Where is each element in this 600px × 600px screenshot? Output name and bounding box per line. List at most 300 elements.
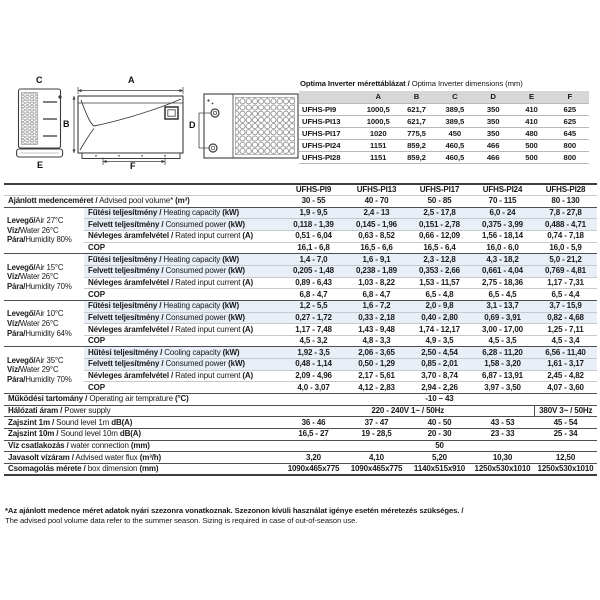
dim-model-cell: UFHS-PI17 (299, 127, 359, 139)
spec-data-row (4, 265, 597, 277)
spec-value-cell: 2,17 - 5,61 (345, 370, 408, 382)
spec-property-label (84, 335, 282, 347)
spec-value-cell: 1140x515x910 (408, 463, 471, 475)
spec-label-hu: Névleges áramfelvétel / (88, 277, 174, 287)
spec-value-cell: 2,3 - 12,8 (408, 254, 471, 266)
group-condition-line: Levegő/Air 27°C (7, 215, 64, 225)
dim-value-cell: 450 (436, 127, 474, 139)
spec-value-cell: 0,51 - 6,04 (282, 231, 345, 243)
spec-value-cell: 6,56 - 11,40 (534, 347, 597, 359)
dim-value-cell: 500 (512, 151, 550, 163)
spec-property-label: Hálózati áram / Power supply (4, 405, 282, 417)
group-condition-hu: Levegő/ (7, 309, 36, 319)
spec-value-cell: 4,5 - 3,4 (534, 335, 597, 347)
spec-data-row (4, 312, 597, 324)
spec-value-cell: 2,50 - 4,54 (408, 347, 471, 359)
spec-data-row (4, 347, 597, 359)
spec-value-cell: 1090x465x775 (345, 463, 408, 475)
spec-value-cell: 5,0 - 21,2 (534, 254, 597, 266)
dim-value-cell: 800 (551, 151, 589, 163)
spec-label-hu: Felvett teljesítmény / (88, 219, 164, 229)
dim-value-cell: 410 (512, 115, 550, 127)
spec-property-label: Hűtési teljesítmény / Cooling capacity (kW) (84, 347, 282, 359)
dimensions-title-hu: Optima Inverter mérettáblázat / (300, 79, 410, 88)
spec-label-hu: COP (88, 336, 105, 346)
spec-property-label: Fűtési teljesítmény / Heating capacity (kW) (84, 207, 282, 219)
dim-label-a: A (128, 75, 135, 85)
spec-pool-value: 70 - 115 (471, 196, 534, 208)
spec-value-cell: 1,9 - 9,5 (282, 207, 345, 219)
spec-label-unit: (kW) (222, 208, 239, 218)
spec-label-unit: (A) (242, 231, 254, 241)
dim-value-cell: 466 (474, 151, 512, 163)
spec-span-value: 50 (282, 440, 597, 452)
spec-group-condition (4, 300, 84, 347)
spec-value-cell: 0,151 - 2,78 (408, 219, 471, 231)
footnote-hu: *Az ajánlott medence méret adatok nyári szezonra vonatkoznak. Szezonon kívüli használat igénye esetén méretezés szükséges. / (5, 506, 464, 515)
spec-value-cell: 0,89 - 6,43 (282, 277, 345, 289)
dimensions-table (299, 91, 589, 164)
spec-value-cell: 1,17 - 7,31 (534, 277, 597, 289)
dim-value-cell: 1151 (359, 139, 397, 151)
dimensions-title-en: Optima Inverter dimensions (mm) (411, 79, 523, 88)
spec-value-cell: 0,661 - 4,04 (471, 265, 534, 277)
spec-label-hu: Névleges áramfelvétel / (88, 371, 174, 381)
spec-property-label: Zajszint 10m / Sound level 10m dB(A) (4, 428, 282, 440)
spec-label-hu: Zajszint 10m / (8, 429, 59, 439)
spec-value-cell: 45 - 54 (534, 417, 597, 429)
group-condition-line: Levegő/Air 35°C (7, 355, 64, 365)
spec-value-cell: 4,10 (345, 452, 408, 464)
spec-label-hu: Víz csatlakozás / (8, 440, 69, 450)
spec-bottom-row (4, 428, 597, 440)
spec-value-cell: 3,97 - 3,50 (471, 382, 534, 394)
spec-label-unit: (kW) (228, 359, 245, 369)
spec-model-header: UFHS-PI28 (545, 185, 586, 195)
front-view-drawing (64, 86, 190, 170)
spec-value-cell: 4,9 - 3,5 (408, 335, 471, 347)
group-condition-line: Víz/Water 29°C (7, 365, 59, 375)
spec-value-cell: 6,5 - 4,5 (471, 289, 534, 301)
dim-value-cell: 460,5 (436, 139, 474, 151)
spec-label-unit: (m³) (175, 196, 190, 206)
spec-value-cell: 6,28 - 11,20 (471, 347, 534, 359)
spec-label-unit: (mm) (130, 440, 150, 450)
spec-label-unit: (A) (242, 277, 254, 287)
dim-model-cell: UFHS-PI13 (299, 115, 359, 127)
spec-value-cell: 2,45 - 4,82 (534, 370, 597, 382)
spec-value-cell: 2,75 - 18,36 (471, 277, 534, 289)
dim-table-row (299, 103, 589, 115)
spec-group-condition (4, 207, 84, 254)
spec-value-cell: 3,1 - 13,7 (471, 300, 534, 312)
spec-label-unit: (kW) (228, 312, 245, 322)
spec-data-row (4, 382, 597, 394)
dim-value-cell: 350 (474, 115, 512, 127)
dim-column-header: E (512, 91, 550, 103)
spec-value-cell: 1,61 - 3,17 (534, 359, 597, 371)
spec-label-unit: (m³/h) (139, 452, 162, 462)
group-condition-line: Víz/Water 26°C (7, 318, 59, 328)
spec-value-cell: 16,0 - 6,0 (471, 242, 534, 254)
dim-table-row (299, 139, 589, 151)
spec-label-hu: Névleges áramfelvétel / (88, 324, 174, 334)
spec-label-hu: Névleges áramfelvétel / (88, 231, 174, 241)
group-condition-line: Pára/Humidity 70% (7, 375, 72, 385)
spec-value-cell: 0,33 - 2,18 (345, 312, 408, 324)
spec-bottom-row (4, 417, 597, 429)
spec-value-cell: 1,17 - 7,48 (282, 324, 345, 336)
spec-label-hu: Felvett teljesítmény / (88, 266, 164, 276)
spec-label-hu: Ajánlott medenceméret / (8, 196, 98, 206)
spec-pool-value: 30 - 55 (282, 196, 345, 208)
spec-pool-label: Ajánlott medenceméret / Advised pool volume* (m³) (4, 196, 282, 208)
spec-value-cell: 0,66 - 12,09 (408, 231, 471, 243)
dim-value-cell: 859,2 (397, 151, 435, 163)
spec-value-cell: 36 - 46 (282, 417, 345, 429)
dim-value-cell: 625 (551, 115, 589, 127)
spec-value-cell: 16,5 - 6,6 (345, 242, 408, 254)
dim-value-cell: 800 (551, 139, 589, 151)
spec-corner-cell (4, 184, 282, 196)
spec-value-cell: 2,5 - 17,8 (408, 207, 471, 219)
spec-model-header: UFHS-PI13 (356, 185, 397, 195)
spec-label-unit: (kW) (222, 254, 239, 264)
spec-value-cell: 6,8 - 4,7 (282, 289, 345, 301)
spec-label-unit: dB(A) (111, 417, 133, 427)
spec-value-cell: 16,5 - 27 (282, 428, 345, 440)
spec-value-cell: 16,0 - 5,9 (534, 242, 597, 254)
group-condition-hu: Víz/ (7, 318, 20, 328)
group-condition-hu: Levegő/ (7, 355, 36, 365)
spec-property-label: Névleges áramfelvétel / Rated input current (A) (84, 231, 282, 243)
dim-model-cell: UFHS-PI28 (299, 151, 359, 163)
spec-label-hu: Hűtési teljesítmény / (88, 347, 163, 357)
spec-label-hu: Működési tartomány / (8, 394, 88, 404)
dim-value-cell: 775,5 (397, 127, 435, 139)
spec-bottom-row (4, 440, 597, 452)
spec-pool-value: 50 - 85 (408, 196, 471, 208)
spec-data-row (4, 300, 597, 312)
dim-label-f: F (130, 161, 136, 171)
spec-value-cell: 0,27 - 1,72 (282, 312, 345, 324)
dim-value-cell: 350 (474, 127, 512, 139)
group-condition-line: Pára/Humidity 80% (7, 235, 72, 245)
spec-value-cell: 0,205 - 1,48 (282, 265, 345, 277)
dim-label-d: D (189, 120, 196, 130)
spec-value-cell: 3,7 - 15,9 (534, 300, 597, 312)
spec-label-unit: (kW) (228, 266, 245, 276)
spec-value-cell: 0,40 - 2,80 (408, 312, 471, 324)
spec-property-label: Működési tartomány / Operating air temprature (°C) (4, 394, 282, 406)
spec-value-cell: 4,5 - 3,5 (471, 335, 534, 347)
spec-value-cell: 7,8 - 27,8 (534, 207, 597, 219)
spec-span4-value: 220 - 240V 1~ / 50Hz (282, 405, 534, 417)
spec-label-hu: COP (88, 382, 105, 392)
dim-value-cell: 1000,5 (359, 115, 397, 127)
spec-value-cell: 40 - 50 (408, 417, 471, 429)
spec-data-row (4, 324, 597, 336)
spec-value-cell: 23 - 33 (471, 428, 534, 440)
dimensions-header-row (299, 91, 589, 103)
group-condition-hu: Levegő/ (7, 262, 36, 272)
dim-corner-cell (299, 91, 359, 103)
spec-label-hu: COP (88, 289, 105, 299)
dim-value-cell: 410 (512, 103, 550, 115)
spec-group-condition (4, 347, 84, 394)
spec-property-label: Zajszint 1m / Sound level 1m dB(A) (4, 417, 282, 429)
dim-value-cell: 389,5 (436, 103, 474, 115)
dimensions-table-title (300, 79, 589, 88)
dim-table-row (299, 127, 589, 139)
back-view-drawing (196, 92, 300, 160)
spec-bottom-row (4, 405, 597, 417)
spec-property-label: Felvett teljesítmény / Consumed power (kW) (84, 312, 282, 324)
spec-table-section (4, 183, 597, 476)
spec-value-cell: 1,4 - 7,0 (282, 254, 345, 266)
dim-value-cell: 466 (474, 139, 512, 151)
spec-last-column-value: 380V 3~ / 50Hz (534, 405, 597, 417)
spec-model-header: UFHS-PI17 (419, 185, 460, 195)
group-condition-hu: Víz/ (7, 225, 20, 235)
spec-value-cell: 1,25 - 7,11 (534, 324, 597, 336)
spec-data-row (4, 219, 597, 231)
spec-model-header: UFHS-PI24 (482, 185, 523, 195)
spec-label-hu: Fűtési teljesítmény / (88, 301, 162, 311)
spec-label-hu: Zajszint 1m / (8, 417, 55, 427)
spec-data-row (4, 242, 597, 254)
spec-value-cell: 4,8 - 3,3 (345, 335, 408, 347)
spec-value-cell: 1,74 - 12,17 (408, 324, 471, 336)
side-view-drawing (16, 88, 64, 160)
spec-data-row (4, 231, 597, 243)
dim-value-cell: 621,7 (397, 103, 435, 115)
spec-property-label (84, 289, 282, 301)
spec-label-unit: dB(A) (119, 429, 141, 439)
footnote (5, 506, 463, 526)
spec-value-cell: 1,6 - 7,2 (345, 300, 408, 312)
spec-label-hu: Felvett teljesítmény / (88, 312, 164, 322)
spec-property-label: Csomagolás mérete / box dimension (mm) (4, 463, 282, 475)
spec-group-condition (4, 254, 84, 301)
dim-column-header: D (474, 91, 512, 103)
spec-value-cell: 1250x530x1010 (534, 463, 597, 475)
spec-value-cell: 0,353 - 2,66 (408, 265, 471, 277)
spec-value-cell: 4,12 - 2,83 (345, 382, 408, 394)
spec-value-cell: 4,5 - 3,2 (282, 335, 345, 347)
spec-value-cell: 1,43 - 9,48 (345, 324, 408, 336)
spec-value-cell: 10,30 (471, 452, 534, 464)
spec-property-label: Fűtési teljesítmény / Heating capacity (kW) (84, 300, 282, 312)
spec-value-cell: 2,09 - 4,96 (282, 370, 345, 382)
spec-value-cell: 20 - 30 (408, 428, 471, 440)
dim-column-header: C (436, 91, 474, 103)
spec-value-cell: 0,82 - 4,68 (534, 312, 597, 324)
spec-value-cell: 0,375 - 3,99 (471, 219, 534, 231)
dim-label-c: C (36, 75, 43, 85)
spec-value-cell: 6,8 - 4,7 (345, 289, 408, 301)
spec-property-label: Fűtési teljesítmény / Heating capacity (kW) (84, 254, 282, 266)
group-condition-line: Víz/Water 26°C (7, 225, 59, 235)
dimensions-table-section (299, 79, 589, 164)
spec-value-cell: 0,769 - 4,81 (534, 265, 597, 277)
spec-table (4, 183, 597, 476)
spec-value-cell: 4,07 - 3,60 (534, 382, 597, 394)
spec-value-cell: 5,20 (408, 452, 471, 464)
spec-label-unit: (mm) (139, 463, 159, 473)
group-condition-hu: Levegő/ (7, 215, 36, 225)
dim-column-header: B (397, 91, 435, 103)
spec-data-row (4, 289, 597, 301)
spec-value-cell: 2,94 - 2,26 (408, 382, 471, 394)
spec-value-cell: 16,5 - 6,4 (408, 242, 471, 254)
group-condition-hu: Pára/ (7, 328, 26, 338)
spec-value-cell: 4,0 - 3,07 (282, 382, 345, 394)
spec-data-row (4, 254, 597, 266)
dim-value-cell: 625 (551, 103, 589, 115)
group-condition-hu: Víz/ (7, 365, 20, 375)
dim-column-header: F (551, 91, 589, 103)
dim-table-row (299, 115, 589, 127)
group-condition-line: Pára/Humidity 70% (7, 281, 72, 291)
spec-value-cell: 3,20 (282, 452, 345, 464)
spec-value-cell: 1,92 - 3,5 (282, 347, 345, 359)
spec-property-label: Névleges áramfelvétel / Rated input current (A) (84, 370, 282, 382)
spec-label-hu: Fűtési teljesítmény / (88, 208, 162, 218)
spec-value-cell: 6,5 - 4,4 (534, 289, 597, 301)
group-condition-line: Víz/Water 26°C (7, 272, 59, 282)
dim-model-cell: UFHS-PI24 (299, 139, 359, 151)
spec-property-label: Víz csatlakozás / water connection (mm) (4, 440, 282, 452)
spec-value-cell: 0,238 - 1,89 (345, 265, 408, 277)
spec-value-cell: 6,87 - 13,91 (471, 370, 534, 382)
spec-pool-value: 40 - 70 (345, 196, 408, 208)
dimensions-table-body (299, 103, 589, 163)
spec-value-cell: 1,6 - 9,1 (345, 254, 408, 266)
dim-value-cell: 480 (512, 127, 550, 139)
dim-value-cell: 500 (512, 139, 550, 151)
spec-label-hu: COP (88, 243, 105, 253)
spec-property-label: Felvett teljesítmény / Consumed power (kW) (84, 265, 282, 277)
group-condition-hu: Pára/ (7, 235, 26, 245)
spec-value-cell: 2,4 - 13 (345, 207, 408, 219)
spec-property-label (84, 382, 282, 394)
dim-value-cell: 859,2 (397, 139, 435, 151)
dimensions-table-head (299, 91, 589, 103)
spec-property-label: Névleges áramfelvétel / Rated input current (A) (84, 324, 282, 336)
dim-value-cell: 621,7 (397, 115, 435, 127)
spec-value-cell: 43 - 53 (471, 417, 534, 429)
spec-value-cell: 2,06 - 3,65 (345, 347, 408, 359)
spec-value-cell: 1,56 - 18,14 (471, 231, 534, 243)
spec-label-hu: Hálózati áram / (8, 405, 63, 415)
spec-value-cell: 0,145 - 1,96 (345, 219, 408, 231)
group-condition-hu: Víz/ (7, 272, 20, 282)
spec-value-cell: 2,0 - 9,8 (408, 300, 471, 312)
spec-span-value: -10 – 43 (282, 394, 597, 406)
spec-pool-value: 80 - 130 (534, 196, 597, 208)
spec-label-unit: (kW) (228, 219, 245, 229)
dim-value-cell: 1020 (359, 127, 397, 139)
spec-property-label (84, 242, 282, 254)
spec-value-cell: 0,69 - 3,91 (471, 312, 534, 324)
dim-value-cell: 389,5 (436, 115, 474, 127)
spec-value-cell: 1,2 - 5,5 (282, 300, 345, 312)
spec-property-label: Javasolt vízáram / Advised water flux (m³/h) (4, 452, 282, 464)
spec-value-cell: 0,488 - 4,71 (534, 219, 597, 231)
spec-bottom-row (4, 463, 597, 475)
spec-value-cell: 0,85 - 2,01 (408, 359, 471, 371)
spec-value-cell: 0,50 - 1,29 (345, 359, 408, 371)
dim-value-cell: 1151 (359, 151, 397, 163)
dim-model-cell: UFHS-PI9 (299, 103, 359, 115)
dim-table-row (299, 151, 589, 163)
spec-data-row (4, 207, 597, 219)
spec-label-hu: Javasolt vízáram / (8, 452, 74, 462)
group-condition-line: Pára/Humidity 64% (7, 328, 72, 338)
spec-value-cell: 25 - 34 (534, 428, 597, 440)
footnote-en: The advised pool volume data refer to the summer season. Sizing is required in case of out-of-season use. (5, 516, 358, 526)
spec-data-row (4, 335, 597, 347)
group-condition-line: Levegő/Air 10°C (7, 309, 64, 319)
spec-label-unit: (A) (242, 324, 254, 334)
dim-value-cell: 1000,5 (359, 103, 397, 115)
spec-value-cell: 3,00 - 17,00 (471, 324, 534, 336)
spec-data-row (4, 370, 597, 382)
spec-value-cell: 6,5 - 4,8 (408, 289, 471, 301)
dim-column-header: A (359, 91, 397, 103)
spec-value-cell: 0,74 - 7,18 (534, 231, 597, 243)
group-condition-hu: Pára/ (7, 375, 26, 385)
spec-label-unit: (°C) (174, 394, 189, 404)
spec-value-cell: 0,118 - 1,39 (282, 219, 345, 231)
spec-value-cell: 1,53 - 11,57 (408, 277, 471, 289)
spec-bottom-row (4, 452, 597, 464)
spec-property-label: Felvett teljesítmény / Consumed power (kW) (84, 359, 282, 371)
spec-model-header: UFHS-PI9 (295, 185, 332, 195)
spec-value-cell: 0,48 - 1,14 (282, 359, 345, 371)
dim-value-cell: 350 (474, 103, 512, 115)
spec-value-cell: 6,0 - 24 (471, 207, 534, 219)
spec-label-unit: (kW) (222, 347, 240, 357)
dim-label-e: E (37, 160, 44, 170)
spec-header-row (4, 184, 597, 196)
dim-label-b: B (63, 119, 70, 129)
spec-label-unit: (kW) (222, 301, 239, 311)
spec-value-cell: 0,63 - 8,52 (345, 231, 408, 243)
spec-property-label: Felvett teljesítmény / Consumed power (kW) (84, 219, 282, 231)
spec-table-body (4, 184, 597, 475)
spec-bottom-row (4, 394, 597, 406)
spec-value-cell: 1,03 - 8,22 (345, 277, 408, 289)
dim-value-cell: 645 (551, 127, 589, 139)
spec-pool-row (4, 196, 597, 208)
spec-value-cell: 1090x465x775 (282, 463, 345, 475)
spec-data-row (4, 277, 597, 289)
spec-value-cell: 19 - 28,5 (345, 428, 408, 440)
spec-value-cell: 4,3 - 18,2 (471, 254, 534, 266)
group-condition-hu: Pára/ (7, 281, 26, 291)
spec-value-cell: 12,50 (534, 452, 597, 464)
group-condition-line: Levegő/Air 15°C (7, 262, 64, 272)
dim-value-cell: 460,5 (436, 151, 474, 163)
spec-label-hu: Csomagolás mérete / (8, 463, 86, 473)
spec-value-cell: 37 - 47 (345, 417, 408, 429)
spec-value-cell: 16,1 - 6,8 (282, 242, 345, 254)
spec-value-cell: 1,58 - 3,20 (471, 359, 534, 371)
spec-label-unit: (A) (242, 371, 254, 381)
spec-value-cell: 3,70 - 8,74 (408, 370, 471, 382)
